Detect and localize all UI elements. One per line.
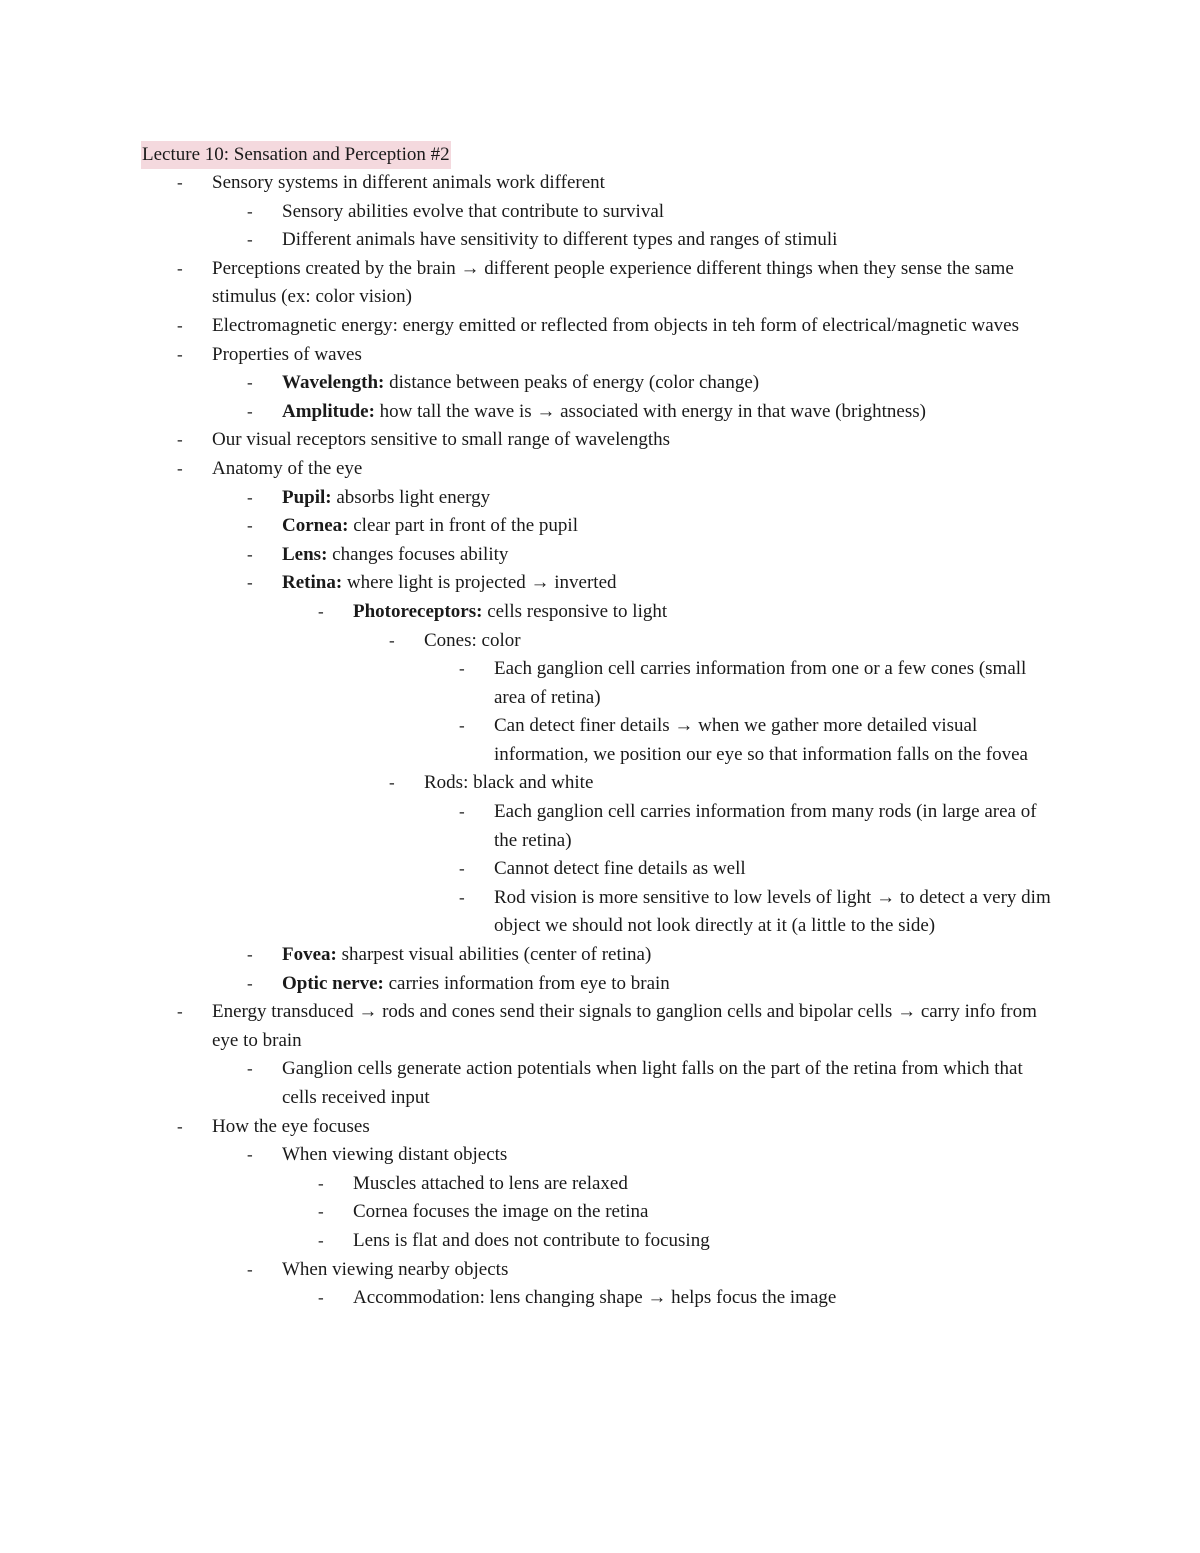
bullet-dash: - — [459, 887, 465, 907]
list-item-text — [494, 712, 1054, 769]
list-item-text — [282, 1256, 1062, 1285]
bullet-dash: - — [459, 802, 465, 822]
list-item-text — [282, 1055, 1062, 1112]
bullet-dash: - — [247, 573, 253, 593]
list-item-text — [282, 226, 1062, 255]
item-body: Each ganglion cell carries information from many rods (in large area of the retina) — [494, 801, 1037, 851]
list-item — [0, 998, 1200, 1055]
list-item — [0, 455, 1200, 484]
item-body: distance between peaks of energy (color change) — [384, 372, 760, 394]
list-item — [0, 1170, 1200, 1199]
list-item — [0, 769, 1200, 798]
item-body: Energy transduced → rods and cones send their signals to ganglion cells and bipolar cells → carry info from eye to brain — [212, 1001, 1037, 1051]
term-label: Wavelength: — [282, 372, 385, 394]
term-label: Photoreceptors: — [353, 600, 483, 622]
bullet-dash: - — [247, 945, 253, 965]
item-body: Cornea focuses the image on the retina — [353, 1201, 649, 1223]
bullet-dash: - — [247, 544, 253, 564]
bullet-dash: - — [459, 859, 465, 879]
bullet-dash: - — [247, 1059, 253, 1079]
bullet-dash: - — [177, 315, 183, 335]
list-item-text — [212, 998, 1062, 1055]
bullet-dash: - — [247, 373, 253, 393]
list-item — [0, 1113, 1200, 1142]
list-item — [0, 169, 1200, 198]
bullet-dash: - — [177, 430, 183, 450]
item-body: carries information from eye to brain — [383, 972, 670, 994]
item-body: Cannot detect fine details as well — [494, 858, 746, 880]
list-item-text — [353, 598, 1063, 627]
list-item — [0, 627, 1200, 656]
bullet-dash: - — [389, 630, 395, 650]
item-body: Sensory abilities evolve that contribute to survival — [282, 200, 665, 222]
list-item — [0, 255, 1200, 312]
list-item-text — [212, 169, 1062, 198]
bullet-dash: - — [459, 659, 465, 679]
list-item — [0, 569, 1200, 598]
item-body: Muscles attached to lens are relaxed — [353, 1172, 628, 1194]
list-item-text — [353, 1198, 1063, 1227]
item-body: Perceptions created by the brain → different people experience different things when they sense the same stimulus (ex: color vision) — [212, 257, 1014, 308]
bullet-dash: - — [247, 487, 253, 507]
item-body: absorbs light energy — [331, 486, 491, 508]
item-body: Accommodation: lens changing shape → helps focus the image — [353, 1287, 837, 1309]
bullet-list — [0, 169, 1200, 1313]
bullet-dash: - — [177, 1116, 183, 1136]
list-item — [0, 484, 1200, 513]
list-item-text — [282, 569, 1062, 598]
item-body: When viewing nearby objects — [282, 1258, 509, 1280]
item-body: changes focuses ability — [327, 543, 509, 565]
bullet-dash: - — [177, 1002, 183, 1022]
list-item — [0, 398, 1200, 427]
list-item — [0, 798, 1200, 855]
bullet-dash: - — [318, 1230, 324, 1250]
list-item-text — [212, 426, 1062, 455]
bullet-dash: - — [177, 458, 183, 478]
list-item-text — [212, 455, 1062, 484]
list-item — [0, 1284, 1200, 1313]
list-item — [0, 1198, 1200, 1227]
list-item — [0, 855, 1200, 884]
list-item — [0, 369, 1200, 398]
item-body: Different animals have sensitivity to different types and ranges of stimuli — [282, 229, 838, 251]
term-label: Amplitude: — [282, 400, 375, 422]
item-body: how tall the wave is → associated with energy in that wave (brightness) — [374, 400, 926, 422]
list-item-text — [353, 1284, 1063, 1313]
bullet-dash: - — [389, 773, 395, 793]
bullet-dash: - — [247, 973, 253, 993]
list-item — [0, 541, 1200, 570]
item-body: Sensory systems in different animals work different — [212, 172, 605, 193]
bullet-dash: - — [318, 1202, 324, 1222]
list-item — [0, 512, 1200, 541]
bullet-dash: - — [247, 230, 253, 250]
list-item-text — [494, 655, 1054, 712]
bullet-dash: - — [318, 1173, 324, 1193]
item-body: Our visual receptors sensitive to small range of wavelengths — [212, 429, 670, 451]
list-item-text — [282, 1141, 1062, 1170]
list-item-text — [282, 541, 1062, 570]
item-body: cells responsive to light — [482, 600, 668, 622]
item-body: When viewing distant objects — [282, 1144, 508, 1166]
term-label: Pupil: — [282, 486, 332, 508]
bullet-dash: - — [247, 516, 253, 536]
bullet-dash: - — [247, 1145, 253, 1165]
list-item-text — [424, 627, 1064, 656]
list-item-text — [212, 1113, 1062, 1142]
item-body: Properties of waves — [212, 343, 362, 365]
item-body: Cones: color — [424, 629, 521, 651]
bullet-dash: - — [177, 258, 183, 278]
list-item-text — [212, 255, 1062, 312]
list-item-text — [494, 884, 1054, 941]
bullet-dash: - — [177, 344, 183, 364]
list-item — [0, 970, 1200, 999]
bullet-dash: - — [318, 601, 324, 621]
list-item-text — [282, 398, 1062, 427]
list-item — [0, 226, 1200, 255]
list-item — [0, 426, 1200, 455]
term-label: Optic nerve: — [282, 972, 384, 994]
list-item-text — [282, 941, 1062, 970]
list-item-text — [494, 855, 1054, 884]
item-body: where light is projected → inverted — [342, 572, 617, 594]
list-item-text — [212, 341, 1062, 370]
bullet-dash: - — [247, 1259, 253, 1279]
list-item — [0, 712, 1200, 769]
list-item — [0, 312, 1200, 341]
bullet-dash: - — [247, 401, 253, 421]
list-item — [0, 884, 1200, 941]
list-item-text — [282, 198, 1062, 227]
list-item — [0, 198, 1200, 227]
item-body: How the eye focuses — [212, 1115, 370, 1137]
list-item — [0, 1227, 1200, 1256]
item-body: Can detect finer details → when we gather more detailed visual information, we position our eye so that information falls on the fovea — [494, 715, 1028, 765]
list-item — [0, 1256, 1200, 1285]
list-item-text — [282, 970, 1062, 999]
term-label: Fovea: — [282, 944, 337, 966]
list-item-text — [282, 484, 1062, 513]
item-body: clear part in front of the pupil — [348, 515, 578, 537]
item-body: Lens is flat and does not contribute to focusing — [353, 1229, 710, 1251]
list-item — [0, 1055, 1200, 1112]
list-item — [0, 598, 1200, 627]
list-item — [0, 341, 1200, 370]
bullet-dash: - — [177, 173, 183, 192]
item-body: Electromagnetic energy: energy emitted or reflected from objects in teh form of electrical/magnetic waves — [212, 314, 1019, 336]
list-item-text — [353, 1227, 1063, 1256]
item-body: Rod vision is more sensitive to low levels of light → to detect a very dim object we should not look directly at it (a little to the side) — [494, 886, 1051, 937]
bullet-dash: - — [459, 716, 465, 736]
term-label: Lens: — [282, 543, 328, 565]
item-body: Each ganglion cell carries information from one or a few cones (small area of retina) — [494, 658, 1027, 708]
list-item-text — [353, 1170, 1063, 1199]
list-item — [0, 655, 1200, 712]
list-item-text — [212, 312, 1062, 341]
list-item-text — [424, 769, 1064, 798]
list-item — [0, 1141, 1200, 1170]
item-body: Rods: black and white — [424, 772, 594, 794]
bullet-dash: - — [318, 1288, 324, 1308]
list-item-text — [282, 369, 1062, 398]
document-title: Lecture 10: Sensation and Perception #2 — [141, 141, 451, 169]
item-body: Anatomy of the eye — [212, 457, 363, 479]
term-label: Cornea: — [282, 515, 349, 537]
item-body: sharpest visual abilities (center of retina) — [336, 944, 652, 966]
term-label: Retina: — [282, 572, 343, 594]
bullet-dash: - — [247, 201, 253, 221]
list-item-text — [282, 512, 1062, 541]
item-body: Ganglion cells generate action potentials when light falls on the part of the retina from which that cells received input — [282, 1058, 1023, 1108]
list-item-text — [494, 798, 1054, 855]
list-item — [0, 941, 1200, 970]
